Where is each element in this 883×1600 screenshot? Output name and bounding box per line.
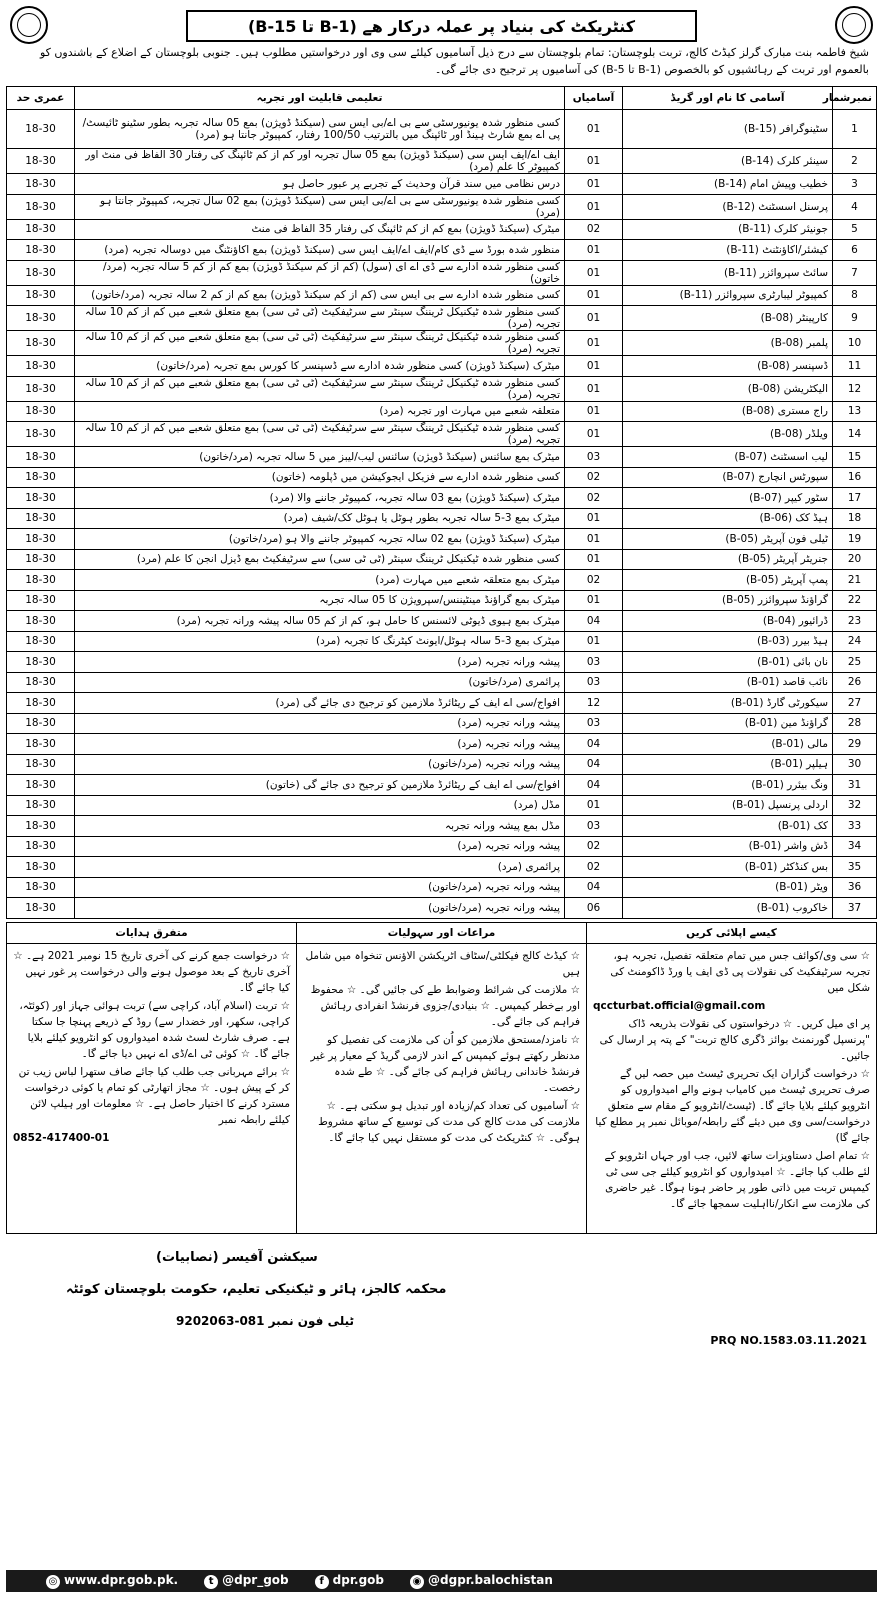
row-qualification: کسی منظور شدہ ٹیکنیکل ٹریننگ سینٹر سے سرٹیفکیٹ (ٹی ٹی سی) بمع متعلق شعبے میں کم از کم 10 سالہ تجربہ (مرد) [75,331,565,356]
row-qualification: کسی منظور شدہ ادارے سے بی ایس سی (کم از کم سیکنڈ ڈویژن) بمع کم از کم 2 سالہ تجربہ (مرد/خاتون) [75,285,565,306]
row-post: پرسنل اسسٹنٹ (B-12) [623,194,833,219]
row-qualification: پیشہ ورانہ تجربہ (مرد) [75,652,565,673]
benefits-text-3: ☆ نامزد/مستحق ملازمین کو اُن کی ملازمت کی تفصیل کو مدنظر رکھتے ہوئے کیمپس کے اندر لازمی گریڈ کے معیار پر غیر فرنشڈ خاندانی رہائش فراہم کی جائے گی۔ ☆ طے شدہ رخصت۔ [310,1033,580,1094]
row-age: 18-30 [7,693,75,714]
vacancy-table [6,86,877,919]
header-qualification: تعلیمی قابلیت اور تجربہ [75,87,565,110]
instructions-text-1: ☆ درخواست جمع کرنے کی آخری تاریخ 15 نومبر 2021 ہے۔ ☆ آخری تاریخ کے بعد موصول ہونے والی درخواست پر غور نہیں کیا جائے گا۔ [13,949,290,994]
row-serial: 2 [833,149,877,174]
row-qualification: کسی منظور شدہ یونیورسٹی سے بی اے/بی ایس سی (سیکنڈ ڈویژن) بمع 02 سال تجربہ، کمپیوٹر جانتا ہو (مرد) [75,194,565,219]
website-link[interactable]: ◎ www.dpr.gob.pk. [46,1573,178,1589]
instructions [7,923,296,1233]
row-post: جونیئر کلرک (B-11) [623,219,833,240]
row-serial: 36 [833,877,877,898]
row-qualification: پیشہ ورانہ تجربہ (مرد) [75,734,565,755]
row-age: 18-30 [7,219,75,240]
prq-number: PRQ NO.1583.03.11.2021 [710,1333,867,1347]
table-row [7,590,877,611]
row-serial: 22 [833,590,877,611]
row-qualification: پرائمری (مرد/خاتون) [75,672,565,693]
college-logo [10,6,48,44]
row-qualification: میٹرک (سیکنڈ ڈویژن) بمع 03 سالہ تجربہ، کمپیوٹر جاننے والا (مرد) [75,488,565,509]
row-serial: 18 [833,508,877,529]
row-qualification: میٹرک بمع 3-5 سالہ تجربہ بطور ہوٹل یا ہوٹل کک/شیف (مرد) [75,508,565,529]
row-serial: 12 [833,376,877,401]
header-post: آسامی کا نام اور گریڈ [623,87,833,110]
benefits [296,923,586,1233]
row-count: 01 [565,194,623,219]
row-post: جنریٹر آپریٹر (B-05) [623,549,833,570]
row-qualification: میٹرک بمع گراؤنڈ مینٹیننس/سپرویژن کا 05 سالہ تجربہ [75,590,565,611]
table-row [7,467,877,488]
row-serial: 33 [833,816,877,837]
table-row [7,857,877,878]
row-serial: 26 [833,672,877,693]
row-qualification: پیشہ ورانہ تجربہ (مرد/خاتون) [75,898,565,919]
row-age: 18-30 [7,376,75,401]
row-count: 02 [565,857,623,878]
twitter-icon: t [204,1575,218,1589]
table-row [7,816,877,837]
row-serial: 10 [833,331,877,356]
table-row [7,508,877,529]
table-row [7,149,877,174]
row-post: نان بائی (B-01) [623,652,833,673]
row-qualification: میٹرک (سیکنڈ ڈویژن) بمع 02 سالہ تجربہ کمپیوٹر جاننے والا ہو (مرد/خاتون) [75,529,565,550]
row-serial: 9 [833,306,877,331]
row-serial: 5 [833,219,877,240]
row-post: سٹور کیپر (B-07) [623,488,833,509]
apply-email[interactable]: qccturbat.official@gmail.com [593,999,766,1012]
row-age: 18-30 [7,775,75,796]
row-post: گراؤنڈ سپروائزر (B-05) [623,590,833,611]
row-post: خاکروب (B-01) [623,898,833,919]
row-age: 18-30 [7,652,75,673]
row-post: ویٹر (B-01) [623,877,833,898]
row-qualification: مڈل بمع پیشہ ورانہ تجربہ [75,816,565,837]
row-qualification: درس نظامی میں سند قرآن وحدیث کے تجربے پر عبور حاصل ہو [75,174,565,195]
footer-bar [6,1570,877,1592]
row-age: 18-30 [7,240,75,261]
row-age: 18-30 [7,754,75,775]
row-serial: 7 [833,260,877,285]
row-post: کمپیوٹر لیبارٹری سپروائزر (B-11) [623,285,833,306]
row-qualification: میٹرک بمع متعلقہ شعبے میں مہارت (مرد) [75,570,565,591]
row-serial: 15 [833,447,877,468]
row-count: 03 [565,652,623,673]
table-row [7,672,877,693]
row-serial: 30 [833,754,877,775]
row-age: 18-30 [7,877,75,898]
header-count: آسامیاں [565,87,623,110]
instructions-title: متفرق ہدایات [7,925,296,944]
info-section [6,922,877,1234]
row-count: 01 [565,356,623,377]
row-post: سپورٹس انچارج (B-07) [623,467,833,488]
row-age: 18-30 [7,356,75,377]
helpline-number: 0852-417400-01 [13,1131,110,1144]
table-row [7,631,877,652]
row-serial: 17 [833,488,877,509]
row-count: 03 [565,672,623,693]
row-count: 04 [565,734,623,755]
table-row [7,713,877,734]
row-post: کک (B-01) [623,816,833,837]
row-serial: 23 [833,611,877,632]
row-qualification: منظور شدہ بورڈ سے ڈی کام/ایف اے/ایف ایس سی (سیکنڈ ڈویژن) بمع اکاؤنٹنگ میں دوسالہ تجربہ (مرد) [75,240,565,261]
row-qualification: کسی منظور شدہ ٹیکنیکل ٹریننگ سینٹر سے سرٹیفکیٹ (ٹی ٹی سی) بمع متعلق شعبے میں کم از کم 10 سالہ تجربہ (مرد) [75,306,565,331]
row-post: گراؤنڈ مین (B-01) [623,713,833,734]
header [6,4,877,44]
table-row [7,356,877,377]
row-count: 01 [565,631,623,652]
row-qualification: افواج/سی اے ایف کے ریٹائرڈ ملازمین کو ترجیح دی جائے گی (خاتون) [75,775,565,796]
row-age: 18-30 [7,672,75,693]
row-serial: 1 [833,110,877,149]
row-age: 18-30 [7,795,75,816]
row-post: پلمبر (B-08) [623,331,833,356]
row-count: 01 [565,110,623,149]
table-row [7,376,877,401]
row-age: 18-30 [7,713,75,734]
row-count: 01 [565,508,623,529]
row-post: لیب اسسٹنٹ (B-07) [623,447,833,468]
row-count: 02 [565,467,623,488]
row-count: 03 [565,816,623,837]
row-qualification: پیشہ ورانہ تجربہ (مرد) [75,836,565,857]
row-count: 03 [565,447,623,468]
row-qualification: کسی منظور شدہ یونیورسٹی سے بی اے/بی ایس سی (سیکنڈ ڈویژن) بمع 05 سالہ تجربہ بطور سٹینو ٹائیسٹ/پی اے بمع شارٹ ہینڈ اور ٹائپنگ میں بالترتیب 100/50 رفتار، کمپیوٹر جانتا ہو (مرد) [75,110,565,149]
facebook-link[interactable]: f dpr.gob [315,1573,384,1589]
row-post: سائٹ سپروائزر (B-11) [623,260,833,285]
department-phone: ٹیلی فون نمبر 081-9202063 [176,1313,355,1328]
row-qualification: میٹرک بمع 3-5 سالہ ہوٹل/ایونٹ کیٹرنگ کا تجربہ (مرد) [75,631,565,652]
table-row [7,110,877,149]
row-qualification: میٹرک بمع ہیوی ڈیوٹی لائسنس کا حامل ہو، کم از کم 05 سالہ پیشہ ورانہ تجربہ (مرد) [75,611,565,632]
table-row [7,174,877,195]
row-age: 18-30 [7,194,75,219]
header-age: عمری حد [7,87,75,110]
row-serial: 24 [833,631,877,652]
table-row [7,734,877,755]
row-post: سینئر کلرک (B-14) [623,149,833,174]
row-qualification: پیشہ ورانہ تجربہ (مرد) [75,713,565,734]
row-post: نائب قاصد (B-01) [623,672,833,693]
row-qualification: کسی منظور شدہ ٹیکنیکل ٹریننگ سینٹر سے سرٹیفکیٹ (ٹی ٹی سی) بمع متعلق شعبے میں کم از کم 10 سالہ تجربہ (مرد) [75,422,565,447]
row-count: 04 [565,611,623,632]
table-row [7,306,877,331]
row-post: الیکٹریشن (B-08) [623,376,833,401]
row-post: خطیب وپیش امام (B-14) [623,174,833,195]
row-qualification: میٹرک بمع سائنس (سیکنڈ ڈویژن) سائنس لیب/لیبز میں 5 سالہ تجربہ (مرد/خاتون) [75,447,565,468]
row-serial: 29 [833,734,877,755]
table-row [7,219,877,240]
table-row [7,549,877,570]
table-row [7,795,877,816]
row-count: 01 [565,549,623,570]
row-qualification: افواج/سی اے ایف کے ریٹائرڈ ملازمین کو ترجیح دی جائے گی (مرد) [75,693,565,714]
row-age: 18-30 [7,401,75,422]
row-qualification: کسی منظور شدہ ادارے سے فزیکل ایجوکیشن میں ڈپلومہ (خاتون) [75,467,565,488]
table-row [7,754,877,775]
row-age: 18-30 [7,285,75,306]
row-count: 01 [565,240,623,261]
row-age: 18-30 [7,110,75,149]
table-row [7,529,877,550]
row-post: کیشئر/اکاؤنٹنٹ (B-11) [623,240,833,261]
row-post: سیکورٹی گارڈ (B-01) [623,693,833,714]
row-age: 18-30 [7,734,75,755]
table-row [7,285,877,306]
row-serial: 14 [833,422,877,447]
row-qualification: پرائمری (مرد) [75,857,565,878]
row-age: 18-30 [7,611,75,632]
row-qualification: مڈل (مرد) [75,795,565,816]
government-logo [835,6,873,44]
row-qualification: میٹرک (سیکنڈ ڈویژن) بمع کم از کم ٹائپنگ کی رفتار 35 الفاظ فی منٹ [75,219,565,240]
benefits-text-1: ☆ کیڈٹ کالج فیکلٹی/سٹاف اٹریکشن الاؤنس تنخواہ میں شامل ہیں [305,949,580,978]
row-qualification: ایف اے/ایف ایس سی (سیکنڈ ڈویژن) بمع 05 سال تجربہ اور کم از کم ٹائپنگ کی رفتار 30 الفاظ فی منٹ اور کمپیوٹر کا علم (مرد) [75,149,565,174]
row-age: 18-30 [7,898,75,919]
row-qualification: کسی منظور شدہ ٹیکنیکل ٹریننگ سینٹر (ٹی ٹی سی) سے سرٹیفکیٹ بمع ڈیزل انجن کا علم (مرد) [75,549,565,570]
officer-title: سیکشن آفیسر (نصابیات) [156,1249,318,1265]
row-count: 02 [565,570,623,591]
table-row [7,693,877,714]
row-serial: 4 [833,194,877,219]
row-post: ڈسپنسر (B-08) [623,356,833,377]
row-count: 06 [565,898,623,919]
instructions-text-2: ☆ تربت (اسلام آباد، کراچی سے) تربت ہوائی جہاز اور (کوئٹہ، کراچی، سکھر، اور خضدار سے) روڈ کے ذریعے پہنچا جا سکتا ہے۔ صرف شارٹ لسٹ شدہ امیدواروں کو انٹرویو کیلئے بلایا جائے گا۔ ☆ کوئی ٹی اے/ڈی اے نہیں دیا جائے گا۔ [19,999,290,1060]
row-qualification: کسی منظور شدہ ٹیکنیکل ٹریننگ سینٹر سے سرٹیفکیٹ (ٹی ٹی سی) بمع متعلق شعبے میں کم از کم 10 سالہ تجربہ (مرد) [75,376,565,401]
row-count: 01 [565,285,623,306]
row-age: 18-30 [7,549,75,570]
table-row [7,194,877,219]
row-age: 18-30 [7,836,75,857]
row-serial: 19 [833,529,877,550]
row-qualification: کسی منظور شدہ ادارے سے ڈی اے ای (سول) (کم از کم سیکنڈ ڈویژن) بمع کم از کم 5 سالہ تجربہ (مرد/خاتون) [75,260,565,285]
row-age: 18-30 [7,529,75,550]
row-count: 04 [565,754,623,775]
row-qualification: متعلقہ شعبے میں مہارت اور تجربہ (مرد) [75,401,565,422]
row-post: بس کنڈکٹر (B-01) [623,857,833,878]
row-count: 01 [565,149,623,174]
apply-text-1: ☆ سی وی/کوائف جس میں تمام متعلقہ تفصیل، تجربہ ہو، تجربہ سرٹیفکیٹ کی نقولات پی ڈی ایف یا ورڈ ڈاکومنٹ کی شکل میں [610,949,870,994]
row-post: ہیڈ کک (B-06) [623,508,833,529]
row-age: 18-30 [7,260,75,285]
row-age: 18-30 [7,631,75,652]
row-count: 04 [565,877,623,898]
row-age: 18-30 [7,590,75,611]
row-age: 18-30 [7,508,75,529]
table-row [7,836,877,857]
row-post: مالی (B-01) [623,734,833,755]
row-post: ویلڈر (B-08) [623,422,833,447]
row-age: 18-30 [7,857,75,878]
row-count: 02 [565,488,623,509]
table-row [7,488,877,509]
row-age: 18-30 [7,467,75,488]
apply-text-3: ☆ درخواست گزاران ایک تحریری ٹیسٹ میں حصہ لیں گے صرف تحریری ٹیسٹ میں کامیاب ہونے والے امیدواروں کو انٹرویو کیلئے بلایا جائے گا۔ (ٹیسٹ/انٹرویو کے مقام سے متعلق درخواست/سی وی میں دیئے گئے رابطہ/موبائل نمبر پر مطلع کیا جائے گا) [595,1067,870,1144]
intro-text: شیخ فاطمہ بنت مبارک گرلز کیڈٹ کالج، تربت بلوچستان: تمام بلوچستان سے درج ذیل آسامیوں کیلئے سی وی اور درخواستیں مطلوب ہیں۔ جنوبی بلوچستان کے اضلاع کے باشندوں کو بالعموم اور تربت کے رہائشیوں کو بالخصوص (B-1 تا B-5) کی آسامیوں پر ترجیح دی جائے گی۔ [39,46,869,76]
row-age: 18-30 [7,447,75,468]
row-post: ڈرائیور (B-04) [623,611,833,632]
row-age: 18-30 [7,570,75,591]
globe-icon: ◎ [46,1575,60,1589]
row-post: ہیڈ بیرر (B-03) [623,631,833,652]
benefits-text-4: ☆ آسامیوں کی تعداد کم/زیادہ اور تبدیل ہو سکتی ہے۔ ☆ ملازمت کی مدت کالج کی مدت کی توسیع کے ساتھ مشروط ہوگی۔ ☆ کنٹریکٹ کی مدت کو مستقل نہیں کیا جائے گا۔ [318,1099,580,1144]
row-count: 01 [565,422,623,447]
how-to-apply [586,923,876,1233]
benefits-title: مراعات اور سہولیات [297,925,586,944]
row-count: 02 [565,836,623,857]
table-row [7,570,877,591]
row-age: 18-30 [7,816,75,837]
table-row [7,401,877,422]
row-serial: 32 [833,795,877,816]
row-serial: 28 [833,713,877,734]
row-count: 04 [565,775,623,796]
department-name: محکمہ کالجز، ہائر و ٹیکنیکی تعلیم، حکومت بلوچستان کوئٹہ [66,1281,447,1297]
row-count: 01 [565,376,623,401]
row-age: 18-30 [7,422,75,447]
row-serial: 31 [833,775,877,796]
row-qualification: پیشہ ورانہ تجربہ (مرد/خاتون) [75,754,565,775]
ad-title: کنٹریکٹ کی بنیاد پر عملہ درکار ھے (B-1 تا B-15) [186,10,697,42]
row-age: 18-30 [7,174,75,195]
twitter-link[interactable]: t @dpr_gob [204,1573,289,1589]
table-row [7,652,877,673]
row-serial: 11 [833,356,877,377]
table-row [7,260,877,285]
row-count: 01 [565,401,623,422]
instructions-text-3: ☆ برائے مہربانی جب طلب کیا جائے صاف ستھرا لباس زیب تن کر کے پیش ہوں۔ ☆ مجاز اتھارٹی کو تمام یا کوئی درخواست مسترد کرنے کا اختیار حاصل ہے۔ ☆ معلومات اور ہیلپ لائن کیلئے رابطہ نمبر [18,1065,290,1126]
table-row [7,877,877,898]
table-header-row [7,87,877,110]
table-row [7,611,877,632]
row-count: 01 [565,306,623,331]
row-serial: 20 [833,549,877,570]
table-row [7,775,877,796]
row-count: 12 [565,693,623,714]
row-post: سٹینوگرافر (B-15) [623,110,833,149]
row-count: 01 [565,590,623,611]
row-post: ٹیلی فون آپریٹر (B-05) [623,529,833,550]
table-row [7,898,877,919]
row-age: 18-30 [7,331,75,356]
row-serial: 34 [833,836,877,857]
row-count: 01 [565,795,623,816]
how-to-apply-title: کیسے اپلائی کریں [587,925,876,944]
table-row [7,422,877,447]
facebook-icon: f [315,1575,329,1589]
row-qualification: پیشہ ورانہ تجربہ (مرد/خاتون) [75,877,565,898]
header-serial: نمبرشمار [833,87,877,110]
row-age: 18-30 [7,488,75,509]
row-post: اردلی پرنسپل (B-01) [623,795,833,816]
signature-block [6,1234,877,1354]
row-serial: 25 [833,652,877,673]
row-serial: 16 [833,467,877,488]
row-serial: 8 [833,285,877,306]
table-row [7,240,877,261]
row-count: 01 [565,174,623,195]
apply-text-4: ☆ تمام اصل دستاویزات ساتھ لائیں، جب اور جہاں انٹرویو کے لئے طلب کیا جائے۔ ☆ امیدواروں کو انٹرویو کیلئے جی سی ٹی کیمپس تربت میں ذاتی طور پر حاضر ہونا ہوگا۔ غیر حاضری کی ملازمت سے انکار/نااہلیت سمجھا جائے گا۔ [604,1149,870,1210]
row-serial: 21 [833,570,877,591]
row-serial: 13 [833,401,877,422]
table-row [7,331,877,356]
benefits-text-2: ☆ ملازمت کی شرائط وضوابط طے کی جائیں گی۔ ☆ محفوظ اور بےخطر کیمپس۔ ☆ بنیادی/جزوی فرنشڈ انفرادی رہائش فراہم کی جائے گی۔ [310,983,580,1028]
apply-text-2: پر ای میل کریں۔ ☆ درخواستوں کی نقولات بذریعہ ڈاک "پرنسپل گورنمنٹ بوائز ڈگری کالج تربت" کے پتہ پر ارسال کی جائیں۔ [599,1017,870,1062]
row-serial: 37 [833,898,877,919]
row-serial: 3 [833,174,877,195]
row-count: 01 [565,331,623,356]
instagram-link[interactable]: ◉ @dgpr.balochistan [410,1573,553,1589]
row-count: 02 [565,219,623,240]
row-post: کارپینٹر (B-08) [623,306,833,331]
row-post: ونگ بیئرر (B-01) [623,775,833,796]
row-post: ہیلپر (B-01) [623,754,833,775]
row-serial: 35 [833,857,877,878]
row-post: راج مستری (B-08) [623,401,833,422]
row-serial: 27 [833,693,877,714]
row-qualification: میٹرک (سیکنڈ ڈویژن) کسی منظور شدہ ادارے سے ڈسپنسر کا کورس بمع تجربہ (مرد/خاتون) [75,356,565,377]
instagram-icon: ◉ [410,1575,424,1589]
row-serial: 6 [833,240,877,261]
row-post: پمپ آپریٹر (B-05) [623,570,833,591]
row-count: 03 [565,713,623,734]
row-count: 01 [565,529,623,550]
row-post: ڈش واشر (B-01) [623,836,833,857]
advertisement-page [6,4,877,1592]
row-age: 18-30 [7,149,75,174]
table-row [7,447,877,468]
row-count: 01 [565,260,623,285]
row-age: 18-30 [7,306,75,331]
